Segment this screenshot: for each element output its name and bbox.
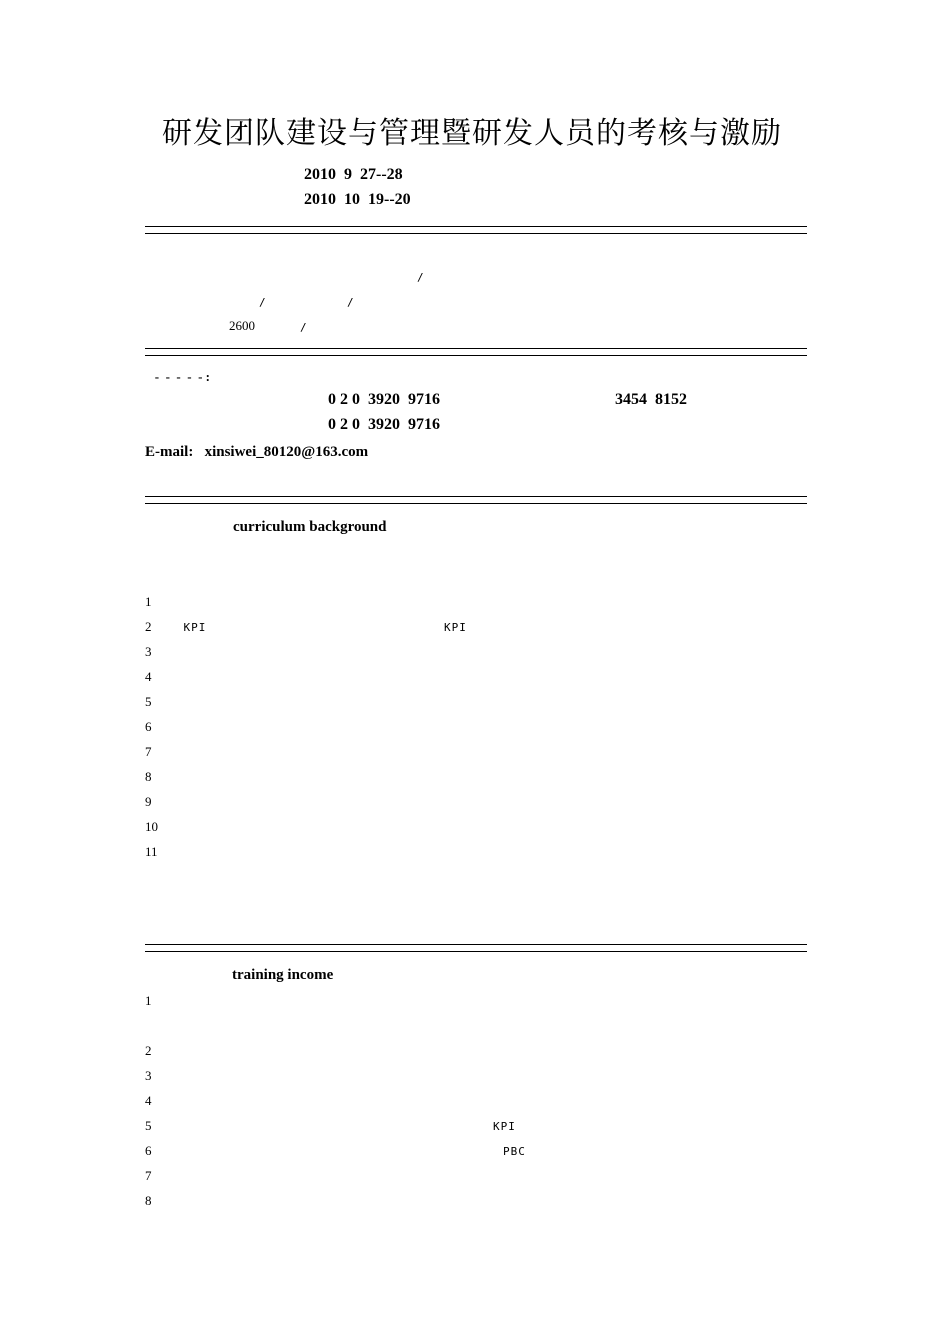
list-item-number: 2: [145, 1043, 152, 1058]
background-heading: curriculum background: [233, 519, 387, 535]
list-item-text: [153, 1194, 458, 1210]
info-extra-4: /: [300, 321, 468, 334]
list-item-extra: KPI: [493, 1120, 638, 1133]
list-item-text: [153, 1094, 359, 1110]
list-item-text: [153, 670, 374, 686]
list-item-text: [160, 820, 267, 836]
list-item-text: [153, 720, 374, 736]
divider: [145, 226, 807, 234]
list-item-text: [153, 994, 458, 1010]
list-item-text: [153, 795, 283, 811]
date-line-2: 2010 10 19--20: [304, 191, 431, 208]
list-item-text: [153, 1169, 374, 1185]
list-item-number: 7: [145, 744, 152, 759]
list-item-number: 5: [145, 694, 152, 709]
info-value-2: [229, 270, 328, 286]
phone-label-1: [145, 392, 169, 408]
background-closing-1a: [145, 869, 252, 885]
phone-value-2: 0 2 0 3920 9716: [328, 416, 440, 433]
contact-person: [145, 468, 214, 484]
list-item-text: [153, 1144, 313, 1160]
phone-value-1: 0 2 0 3920 9716: [328, 391, 440, 408]
divider: [145, 496, 807, 504]
document-title: 研发团队建设与管理暨研发人员的考核与激励: [162, 116, 782, 151]
list-item-text: [160, 845, 251, 861]
phone-extra-1: 3454 8152: [615, 391, 687, 408]
info-part-3b: /: [347, 296, 439, 309]
income-heading: training income: [232, 967, 334, 983]
list-item-number: 4: [145, 669, 152, 684]
list-item-number: 9: [145, 794, 152, 809]
list-item-number: 11: [145, 844, 158, 859]
list-item-number: 5: [145, 1118, 152, 1133]
list-item-number: 3: [145, 1068, 152, 1083]
list-item-number: 7: [145, 1168, 152, 1183]
background-closing-1c: [707, 869, 753, 885]
background-intro-4: [145, 570, 236, 586]
list-item-text: [153, 695, 313, 711]
list-item-text: [153, 745, 450, 761]
background-closing-3: [145, 919, 374, 935]
background-closing-1b: [357, 869, 525, 885]
list-item-extra: PBC: [503, 1145, 534, 1158]
email-line: E-mail: xinsiwei_80120@163.com: [145, 444, 369, 460]
list-item-number: 6: [145, 1143, 152, 1158]
list-item-text: KPI: [153, 621, 298, 634]
list-item-text: [153, 595, 420, 611]
info-value-1: [229, 245, 290, 261]
list-item-text: [153, 1044, 412, 1060]
list-item-number: 8: [145, 769, 152, 784]
list-item-number: 8: [145, 1193, 152, 1208]
contact-person-2: [327, 468, 350, 484]
date-line-1: 2010 9 27--28: [304, 166, 423, 183]
info-part-3a: /: [259, 296, 305, 309]
background-intro-2: [509, 545, 547, 561]
divider: [145, 348, 807, 356]
list-item-number: 1: [145, 993, 152, 1008]
list-item-number: 3: [145, 644, 152, 659]
list-item-text: [153, 1119, 305, 1135]
info-label-2: [145, 270, 183, 286]
list-item-number: 6: [145, 719, 152, 734]
income-heading-label: [145, 969, 183, 985]
list-item-number: 4: [145, 1093, 152, 1108]
phone-label-2: [145, 417, 169, 433]
background-intro-1: [145, 545, 320, 561]
background-closing-2b: [690, 894, 743, 910]
list-item-number: 1: [145, 594, 152, 609]
list-item-number: 2: [145, 619, 152, 634]
contact-header: - - - - - :: [145, 369, 210, 384]
list-item-number: 10: [145, 819, 158, 834]
info-value-4: 2600: [229, 318, 259, 333]
info-label-1: [145, 245, 183, 261]
list-item-text: [153, 770, 382, 786]
info-label-3: [145, 295, 191, 311]
contact-person-3: [424, 468, 447, 484]
info-label-4: [145, 320, 183, 336]
list-item-text: [153, 645, 351, 661]
background-heading-label: [145, 521, 183, 537]
list-item-text: [153, 1069, 366, 1085]
background-closing-2a: [145, 894, 412, 910]
list-item-text: [153, 1019, 191, 1035]
background-intro-3: [589, 545, 696, 561]
list-item-extra: KPI: [444, 621, 582, 634]
info-extra-2: /: [417, 271, 600, 284]
divider: [145, 944, 807, 952]
